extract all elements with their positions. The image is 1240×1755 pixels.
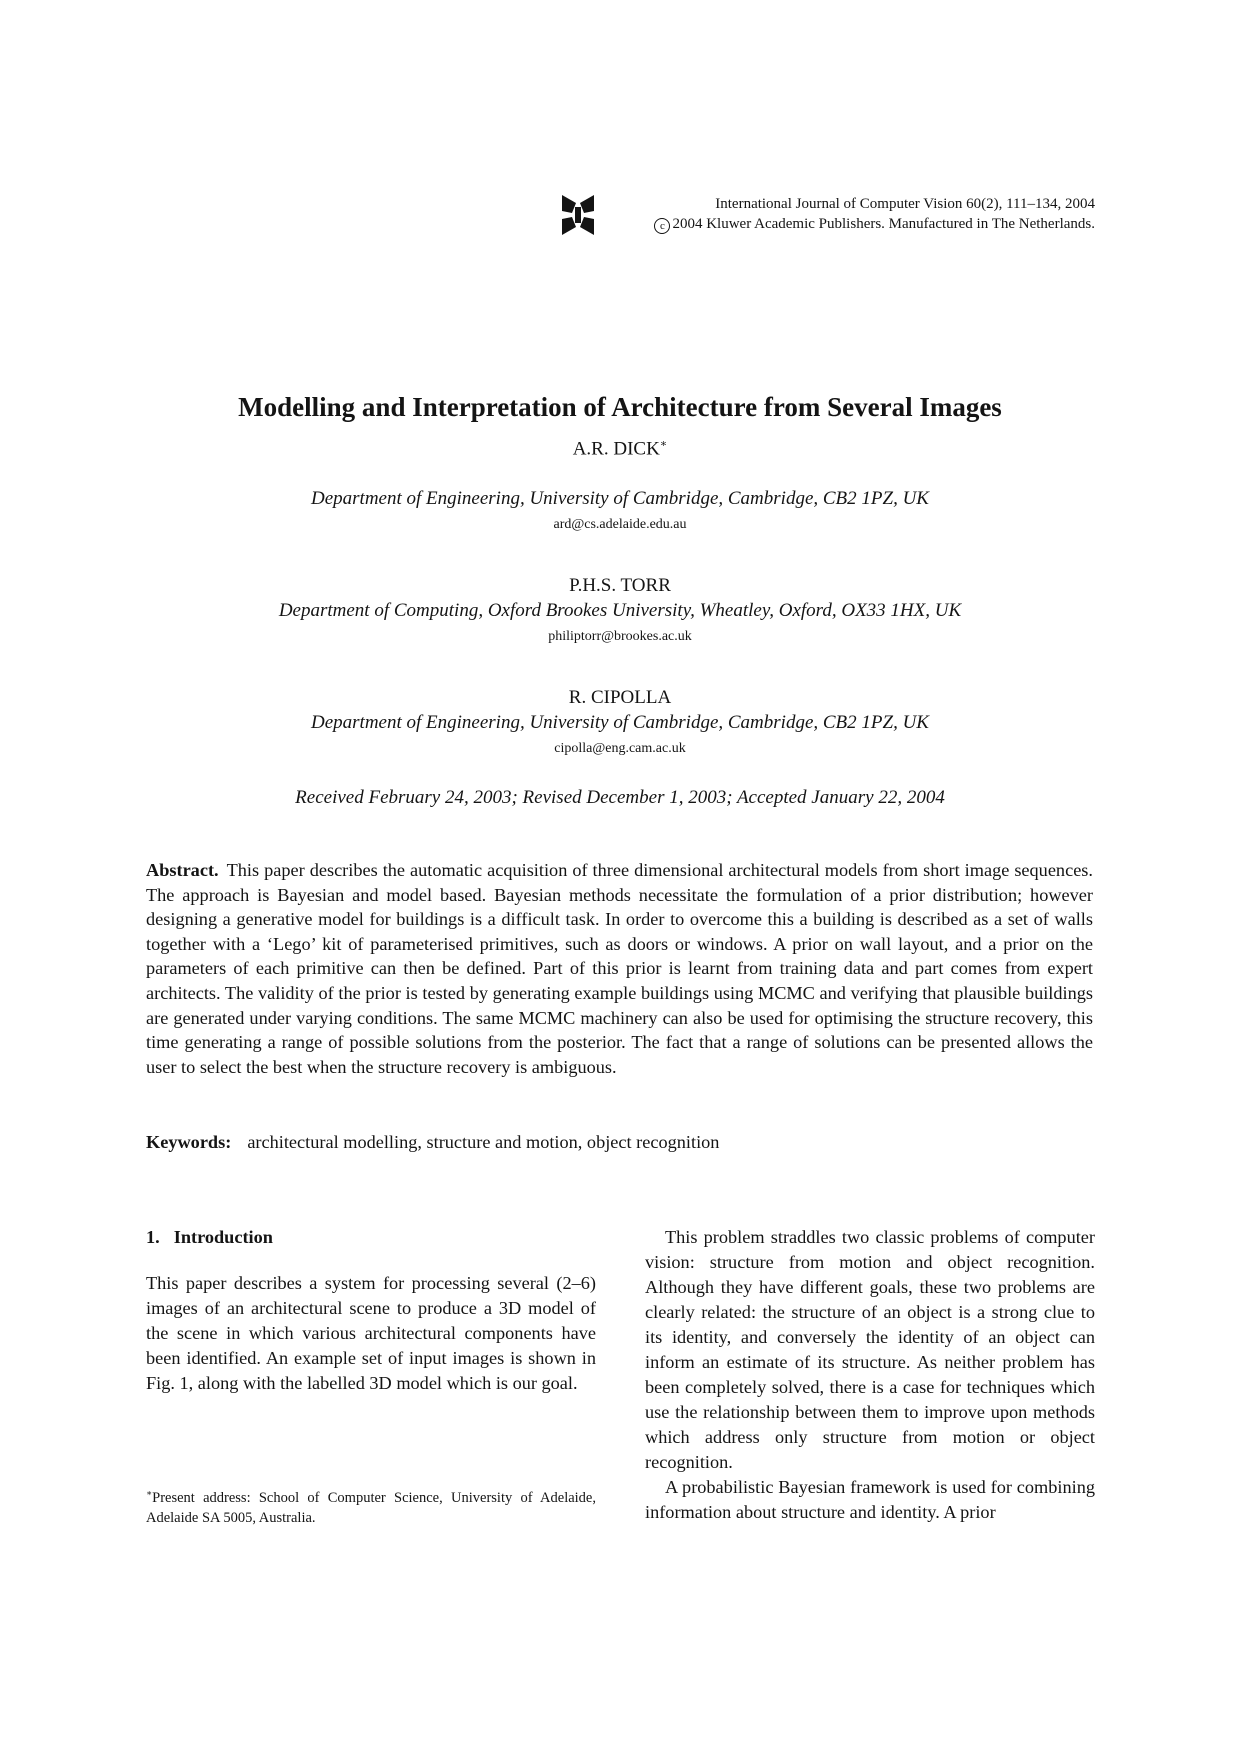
journal-citation: International Journal of Computer Vision 60(2), 111–134, 2004 [715, 196, 1095, 212]
left-column [146, 1225, 596, 1396]
section-heading [146, 1225, 596, 1250]
section-number: 1. [146, 1227, 160, 1247]
author-name: P.H.S. TORR [569, 575, 671, 596]
copyright-line [654, 215, 1095, 234]
author-name [0, 432, 1240, 461]
abstract [146, 858, 1093, 1079]
author-email: cipolla@eng.cam.ac.uk [554, 741, 686, 756]
footnote-mark: ∗ [146, 1488, 153, 1498]
copyright-text: 2004 Kluwer Academic Publishers. Manufactured in The Netherlands. [672, 216, 1095, 232]
paper-title: Modelling and Interpretation of Architecture from Several Images [238, 392, 1002, 422]
publisher-logo-icon [560, 193, 596, 237]
abstract-label: Abstract. [146, 860, 219, 880]
submission-dates: Received February 24, 2003; Revised December 1, 2003; Accepted January 22, 2004 [295, 787, 945, 808]
copyright-symbol: c [654, 218, 670, 234]
section-title: Introduction [173, 1227, 273, 1247]
author-email: ard@cs.adelaide.edu.au [553, 517, 687, 532]
footnote-text: Present address: School of Computer Science, University of Adelaide, Adelaide SA 5005, Australia. [146, 1489, 596, 1526]
keywords-text: architectural modelling, structure and motion, object recognition [247, 1132, 720, 1152]
author-affiliation: Department of Engineering, University of Cambridge, Cambridge, CB2 1PZ, UK [311, 712, 929, 733]
right-column [645, 1225, 1095, 1525]
keywords [146, 1130, 1093, 1154]
author-affiliation: Department of Engineering, University of Cambridge, Cambridge, CB2 1PZ, UK [311, 488, 929, 509]
keywords-label: Keywords: [146, 1132, 232, 1152]
abstract-text: This paper describes the automatic acquisition of three dimensional architectural models from short image sequences. The approach is Bayesian and model based. Bayesian methods necessitate the formulation of a prior distribution; however designing a generative model for buildings is a difficult task. In order to overcome this a building is described as a set of walls together with a ‘Lego’ kit of parameterised primitives, such as doors or windows. A prior on wall layout, and a prior on the parameters of each primitive can then be defined. Part of this prior is learnt from training data and part comes from expert architects. The validity of the prior is tested by generating example buildings using MCMC and verifying that plausible buildings are generated under varying conditions. The same MCMC machinery can also be used for optimising the structure recovery, this time generating a range of possible solutions from the posterior. The fact that a range of solutions can be presented allows the user to select the best when the structure recovery is ambiguous. [146, 860, 1093, 1077]
author-affiliation: Department of Computing, Oxford Brookes University, Wheatley, Oxford, OX33 1HX, UK [278, 600, 962, 621]
footnote [146, 1483, 596, 1528]
author-name: R. CIPOLLA [568, 687, 672, 708]
author-name-text: A.R. DICK [572, 438, 660, 460]
author-email: philiptorr@brookes.ac.uk [548, 629, 692, 644]
body-paragraph: This problem straddles two classic problems of computer vision: structure from motion and object recognition. Although they have different goals, these two problems are clearly related: the structure of an object is a strong clue to its identity, and conversely the identity of an object can inform an estimate of its structure. As neither problem has been completely solved, there is a case for techniques which use the relationship between them to improve upon methods which address only structure from motion or object recognition. [645, 1227, 1095, 1472]
author-footnote-mark: ∗ [659, 438, 668, 450]
body-paragraph: A probabilistic Bayesian framework is used for combining information about structure and identity. A prior [645, 1477, 1095, 1522]
intro-paragraph: This paper describes a system for processing several (2–6) images of an architectural scene to produce a 3D model of the scene in which various architectural components have been identified. An example set of input images is shown in Fig. 1, along with the labelled 3D model which is our goal. [146, 1273, 596, 1393]
